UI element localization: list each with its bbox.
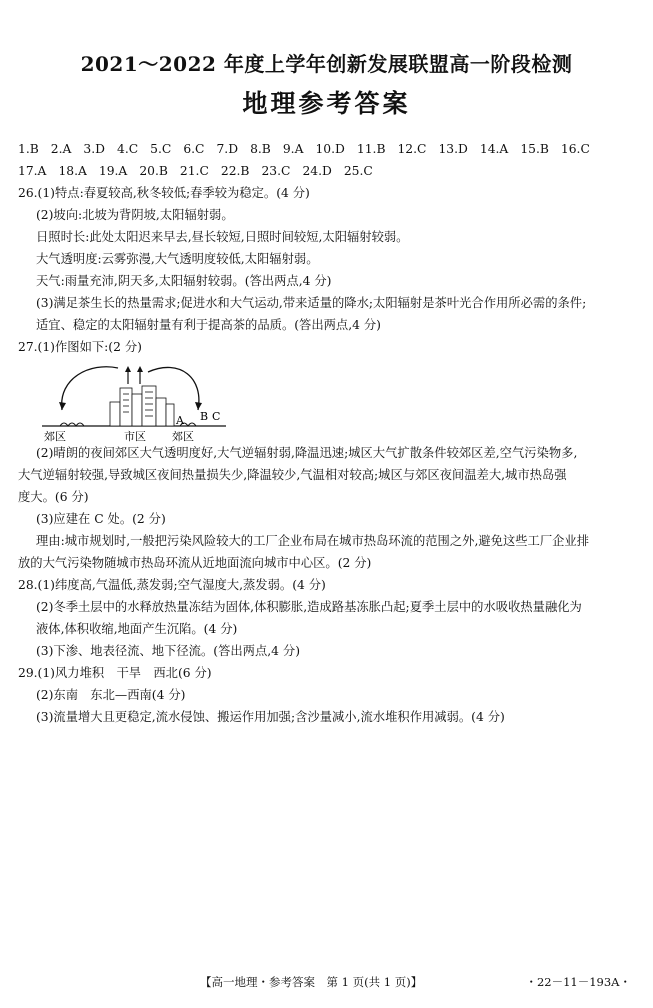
q26-weather: 天气:雨量充沛,阴天多,太阳辐射较弱。(答出两点,4 分) — [36, 274, 332, 288]
mc-answer: 25.C — [343, 164, 373, 178]
mc-answer: 7.D — [216, 142, 239, 156]
q27-reason-cont: 放的大气污染物随城市热岛环流从近地面流向城市中心区。(2 分) — [18, 556, 372, 570]
city-label: 市区 — [124, 430, 146, 442]
answer-key-title: 地理参考答案 — [242, 89, 411, 118]
q27-part3: (3)应建在 C 处。(2 分) — [36, 512, 166, 526]
mc-answer: 15.B — [520, 142, 549, 156]
mc-answer: 9.A — [282, 142, 304, 156]
left-arc-arrowhead — [59, 402, 66, 410]
q28-part1: 28.(1)纬度高,气温低,蒸发弱;空气湿度大,蒸发弱。(4 分) — [18, 578, 326, 592]
mc-answer: 10.D — [315, 142, 345, 156]
mc-answer: 4.C — [117, 142, 139, 156]
q26-sunshine-duration: 日照时长:此处太阳迟来早去,昼长较短,日照时间较短,太阳辐射较弱。 — [36, 230, 409, 244]
mc-answer: 19.A — [98, 164, 128, 178]
footer-page-info: 【高一地理・参考答案 第 1 页(共 1 页)】 — [200, 975, 423, 989]
footer-code: ・22－11－193A・ — [525, 975, 631, 989]
q28-part3: (3)下渗、地表径流、地下径流。(答出两点,4 分) — [36, 644, 300, 658]
q26-part3: (3)满足茶生长的热量需求;促进水和大气运动,带来适量的降水;太阳辐射是茶叶光合作用所必需的条件; — [36, 296, 587, 310]
mc-answer: 21.C — [179, 164, 209, 178]
exam-title: 2021～2022 年度上学年创新发展联盟高一阶段检测 — [80, 52, 573, 76]
point-b-label: B — [200, 410, 209, 423]
mc-answers-row-1 — [18, 138, 638, 160]
mc-answer: 17.A — [18, 164, 47, 178]
mc-answer: 8.B — [250, 142, 271, 156]
mc-answer: 1.B — [18, 142, 39, 156]
q27-part1: 27.(1)作图如下:(2 分) — [18, 340, 142, 354]
mc-answers-row-2 — [18, 160, 638, 182]
mc-answer: 22.B — [220, 164, 250, 178]
mc-answer: 13.D — [438, 142, 468, 156]
q29-part2: (2)东南 东北—西南(4 分) — [36, 688, 186, 702]
left-circulation-arc — [62, 367, 118, 410]
mc-answer: 18.A — [58, 164, 87, 178]
mc-answer: 11.B — [356, 142, 386, 156]
heat-island-figure — [18, 358, 638, 442]
q27-part2-cont2: 度大。(6 分) — [18, 490, 89, 504]
q26-part2-heading: (2)坡向:北坡为背阴坡,太阳辐射弱。 — [36, 208, 234, 222]
mc-answer: 16.C — [560, 142, 590, 156]
mc-answer: 3.D — [83, 142, 105, 156]
answer-content — [18, 138, 638, 728]
mc-answer: 6.C — [183, 142, 205, 156]
q26-part3-cont: 适宜、稳定的太阳辐射量有利于提高茶的品质。(答出两点,4 分) — [36, 318, 381, 332]
q26-atmospheric-transparency: 大气透明度:云雾弥漫,大气透明度较低,太阳辐射弱。 — [36, 252, 319, 266]
city-buildings — [110, 386, 174, 426]
point-c-label: C — [212, 410, 221, 423]
q29-part1: 29.(1)风力堆积 干旱 西北(6 分) — [18, 666, 212, 680]
q29-part3: (3)流量增大且更稳定,流水侵蚀、搬运作用加强;含沙量减小,流水堆积作用减弱。(4 分) — [36, 710, 505, 724]
mc-answer: 5.C — [150, 142, 172, 156]
suburb-right-label: 郊区 — [172, 430, 194, 442]
q27-reason: 理由:城市规划时,一般把污染风险较大的工厂企业布局在城市热岛环流的范围之外,避免这些工厂企业排 — [36, 534, 590, 548]
mc-answer: 24.D — [302, 164, 332, 178]
mc-answer: 20.B — [139, 164, 168, 178]
q28-part2: (2)冬季土层中的水释放热量冻结为固体,体积膨胀,造成路基冻胀凸起;夏季土层中的水吸收热量融化为 — [36, 600, 582, 614]
heat-island-diagram — [40, 358, 240, 442]
right-arc-arrowhead — [195, 402, 202, 410]
mc-answer: 2.A — [50, 142, 72, 156]
suburb-left-label: 郊区 — [44, 430, 66, 442]
q27-part2-cont1: 大气逆辐射较强,导致城区夜间热量损失少,降温较少,气温相对较高;城区与郊区夜间温差大,城市热岛强 — [18, 468, 567, 482]
rising-arrow-left — [125, 366, 131, 372]
q26-part1: 26.(1)特点:春夏较高,秋冬较低;春季较为稳定。(4 分) — [18, 186, 310, 200]
q27-part2: (2)晴朗的夜间郊区大气透明度好,大气逆辐射弱,降温迅速;城区大气扩散条件较郊区差,空气污染物多, — [36, 446, 578, 460]
q28-part2-cont: 液体,体积收缩,地面产生沉陷。(4 分) — [36, 622, 238, 636]
mc-answer: 12.C — [397, 142, 427, 156]
mc-answer: 14.A — [479, 142, 509, 156]
point-a-label: A — [176, 414, 184, 427]
rising-arrow-right — [137, 366, 143, 372]
mc-answer: 23.C — [261, 164, 291, 178]
